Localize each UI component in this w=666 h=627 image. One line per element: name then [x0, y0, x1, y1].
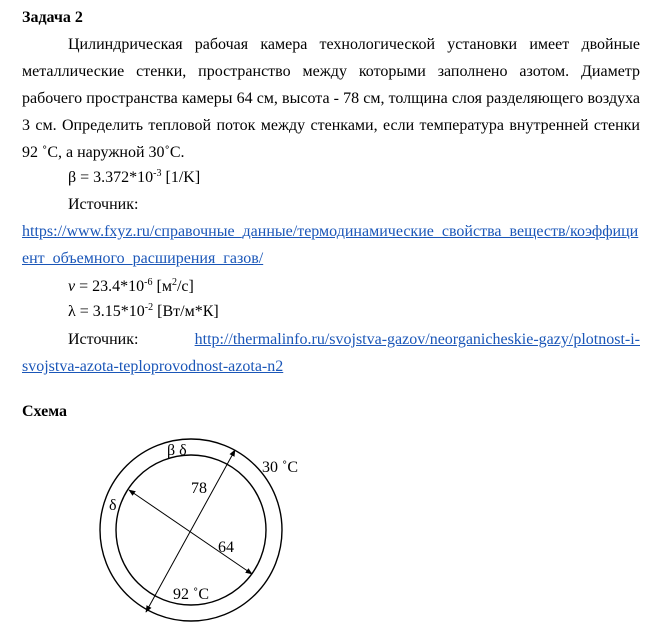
source-link-1-cont[interactable]: ент_объемного_расширения_газов/	[22, 250, 264, 267]
task-title: Задача 2	[22, 9, 83, 26]
beta-formula: $\beta = 3.372*10^{-3}$ [1/K]	[68, 168, 201, 186]
delta-label: δ	[109, 497, 117, 514]
source-label: Источник:	[68, 196, 139, 213]
diameter-arrow	[129, 490, 252, 574]
paragraph-line: 3 см. Определить тепловой поток между стенками, если температура внутренней стенки	[22, 117, 640, 134]
source-link-1[interactable]: https://www.fxyz.ru/справочные_данные/термодинамические_свойства_веществ/коэффици	[22, 223, 639, 240]
source-link-2-cont[interactable]: svojstva-azota-teploprovodnost-azota-n2	[22, 358, 284, 375]
outer-temp-label: 30 ˚С	[262, 459, 298, 476]
source-label: Источник:	[68, 331, 139, 348]
inner-temp-label: 92 ˚С	[173, 586, 209, 603]
paragraph-line: 92 ˚С, а наружной 30˚С.	[22, 144, 185, 161]
diameter-label: 64	[218, 539, 234, 556]
source-link-2[interactable]: http://thermalinfo.ru/svojstva-gazov/neorganicheskie-gazy/plotnost-i-	[194, 331, 640, 348]
beta-delta-label: β δ	[167, 442, 187, 459]
height-label: 78	[191, 480, 207, 497]
paragraph-line: металлические стенки, пространство между которыми заполнено азотом. Диаметр	[22, 63, 640, 80]
paragraph-line: рабочего пространства камеры 64 см, высота - 78 см, толщина слоя разделяющего воздуха	[22, 90, 640, 107]
scheme-title: Схема	[22, 403, 68, 420]
paragraph-line: Цилиндрическая рабочая камера технологической установки имеет двойные	[68, 36, 640, 53]
nu-formula: $\nu = 23.4*10^{-6}$ $[м^2/с]$	[68, 277, 194, 295]
lambda-formula: $\lambda = 3.15*10^{-2}$ [Вт/м*К]	[68, 302, 219, 320]
